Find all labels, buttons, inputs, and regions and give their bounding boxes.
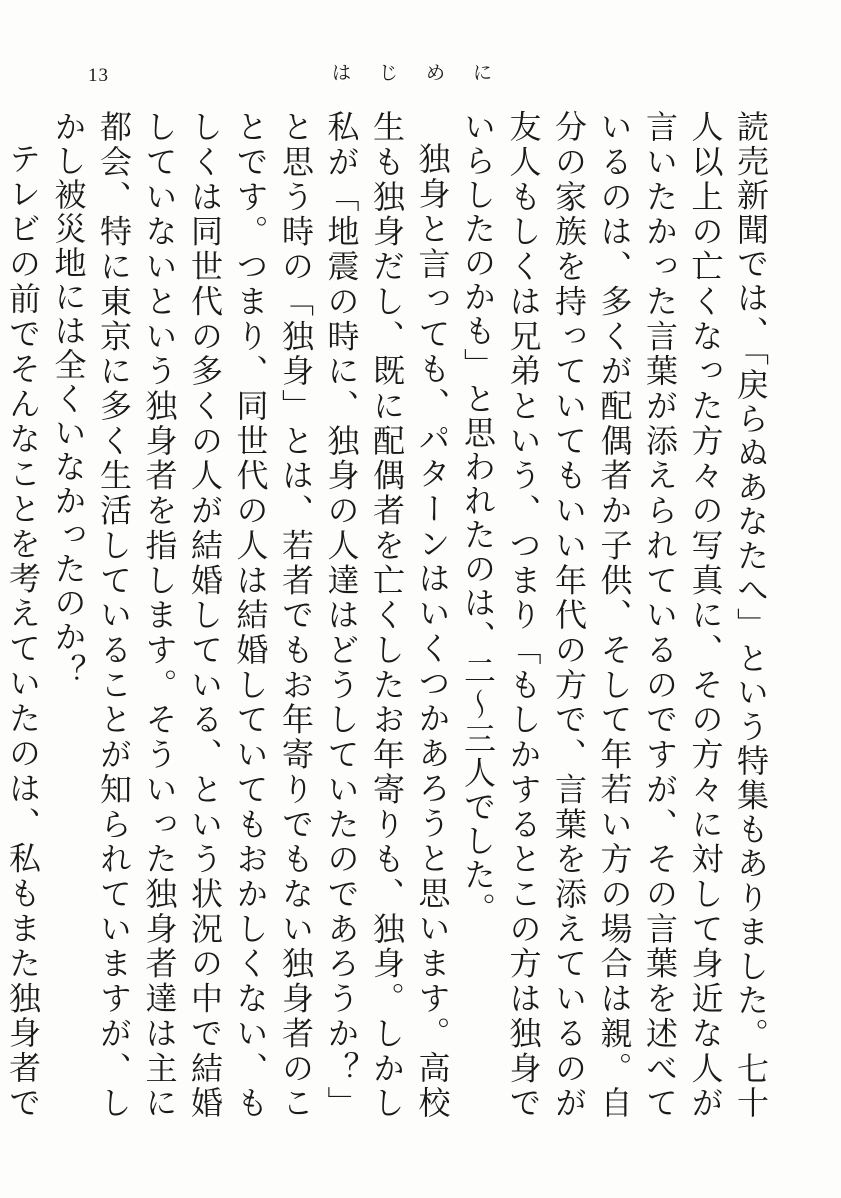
paragraph-1 [455, 110, 774, 1120]
paragraph-2: 独身と言っても、パターンはいくつかあろうと思います。高校生も独身だし、既に配偶者を亡くしたお年寄りも、独身。しかし私が「地震の時に、独身の人達はどうしていたのであろうか？」と思う時の「独身」とは、若者でもお年寄りでもない独身者のことです。つまり、同世代の人は結婚していてもおかしくない、もしくは同世代の多くの人が結婚している、という状況の中で結婚していないという独身者を指します。そういった独身者達は主に都会、特に東京に多く生活していることが知られていますが、しかし被災地には全くいなかったのか？ [49, 110, 452, 1120]
paragraph-1-lead: 読売新聞では、「戻らぬあなたへ」という特集もありました。七十人以上の亡くな [686, 110, 770, 1121]
paragraph-3-before-ruby: テレビの前でそんなことを考えていたのは、私もまた独身者で [4, 142, 42, 1120]
running-head: はじめに [332, 62, 521, 84]
paragraph-3 [0, 110, 45, 1120]
body-text [4, 110, 773, 1121]
page-number: 13 [88, 65, 109, 86]
paragraph-1-text: った方々の写真に、その方々に対して身近な人が言いたかった言葉が添えられているのですが、その言葉を述べているのは、多くが配偶者か子供、そして年若い方の場合は親。自分の家族を持っていてもいい年代の方で、言葉を添えているのが友人もしくは兄弟という、つまり「もしかするとこの方は独身でいらしたのかも」と思われたのは、二〜三人でした。 [459, 110, 725, 1121]
